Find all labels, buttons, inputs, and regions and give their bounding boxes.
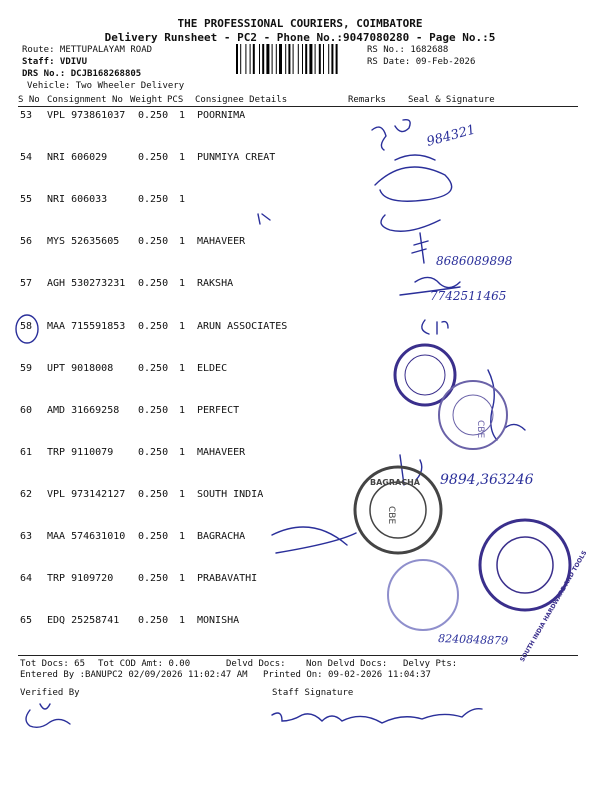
consignee-name: SOUTH INDIA bbox=[197, 488, 264, 500]
consignment-number: NRI 606033 bbox=[47, 194, 108, 206]
pieces-count: 1 bbox=[179, 194, 186, 206]
row-58-circle-mark bbox=[16, 315, 38, 343]
signature-scribble-55 bbox=[258, 214, 440, 231]
serial-number: 60 bbox=[20, 404, 33, 416]
weight-value: 0.250 bbox=[138, 110, 169, 121]
serial-number: 53 bbox=[20, 110, 33, 121]
signature-scribble-58 bbox=[422, 320, 448, 334]
runsheet-subtitle: Delivery Runsheet - PC2 - Phone No.:9047080280 - Page No.:5 bbox=[104, 31, 496, 44]
consignee-name: PERFECT bbox=[197, 404, 240, 416]
consignee-name: MAHAVEER bbox=[197, 236, 246, 248]
route-label: Route: METTUPALAYAM ROAD bbox=[22, 45, 153, 55]
round-stamp-cbe-1 bbox=[439, 381, 507, 449]
col-remarks: Remarks bbox=[348, 95, 386, 105]
consignment-number: AGH 530273231 bbox=[47, 278, 126, 290]
weight-value: 0.250 bbox=[138, 446, 169, 458]
weight-value: 0.250 bbox=[138, 278, 169, 290]
serial-number: 63 bbox=[20, 531, 33, 542]
total-docs: Tot Docs: 65 bbox=[20, 659, 86, 669]
pieces-count: 1 bbox=[179, 531, 186, 542]
weight-value: 0.250 bbox=[138, 488, 169, 500]
weight-value: 0.250 bbox=[138, 362, 169, 374]
col-consignment: Consignment No bbox=[47, 95, 123, 105]
weight-value: 0.250 bbox=[138, 573, 169, 585]
serial-number: 56 bbox=[20, 236, 33, 248]
serial-number: 65 bbox=[20, 615, 33, 627]
pieces-count: 1 bbox=[179, 488, 186, 500]
consignment-number: NRI 606029 bbox=[47, 152, 108, 164]
stamp-bagracha-text: BAGRACHA bbox=[370, 478, 420, 487]
consignee-name: MAHAVEER bbox=[197, 446, 246, 458]
printed-on: Printed On: 09-02-2026 11:04:37 bbox=[263, 670, 431, 680]
serial-number: 62 bbox=[20, 488, 33, 500]
signature-scribble-56 bbox=[412, 233, 428, 263]
consignment-number: MAA 574631010 bbox=[47, 531, 126, 542]
serial-number: 54 bbox=[20, 152, 33, 164]
col-sno: S No bbox=[18, 95, 40, 105]
verified-by-signature bbox=[26, 704, 70, 727]
stamp-south-india-text: SOUTH INDIA HARDWARE AND TOOLS bbox=[518, 549, 589, 664]
vehicle-label: Vehicle: Two Wheeler Delivery bbox=[27, 81, 185, 91]
consignment-number: MAA 715591853 bbox=[47, 320, 126, 332]
consignment-number: VPL 973861037 bbox=[47, 110, 126, 121]
pieces-count: 1 bbox=[179, 152, 186, 164]
consignment-number: VPL 973142127 bbox=[47, 488, 126, 500]
round-stamp-light bbox=[388, 560, 458, 630]
stamp-cbe-2-text: CBE bbox=[386, 506, 396, 525]
pieces-count: 1 bbox=[179, 110, 186, 121]
staff-label: Staff: VDIVU bbox=[22, 57, 88, 67]
weight-value: 0.250 bbox=[138, 615, 169, 627]
handwritten-phone-65: 8240848879 bbox=[437, 632, 509, 648]
consignment-number: TRP 9110079 bbox=[47, 446, 114, 458]
verified-by-label: Verified By bbox=[20, 688, 80, 698]
serial-number: 55 bbox=[20, 194, 33, 206]
weight-value: 0.250 bbox=[138, 404, 169, 416]
serial-number: 64 bbox=[20, 573, 33, 585]
consignee-name: ARUN ASSOCIATES bbox=[197, 320, 288, 332]
pieces-count: 1 bbox=[179, 362, 186, 374]
handwritten-phone-57: 7742511465 bbox=[430, 289, 507, 303]
serial-number: 58 bbox=[20, 320, 33, 332]
delivered-docs: Delvd Docs: bbox=[226, 659, 286, 669]
delivery-points: Delvy Pts: bbox=[403, 659, 458, 669]
col-consignee: Consignee Details bbox=[195, 95, 288, 105]
weight-value: 0.250 bbox=[138, 531, 169, 542]
drs-number: DRS No.: DCJB168268805 bbox=[22, 69, 142, 79]
signature-scribble-54 bbox=[375, 155, 452, 201]
handwritten-phone-61: 9894,363246 bbox=[440, 472, 534, 488]
rs-date: RS Date: 09-Feb-2026 bbox=[367, 57, 476, 67]
signature-scribble-53 bbox=[372, 120, 410, 150]
pieces-count: 1 bbox=[179, 278, 186, 290]
handwritten-phone-53: 984321 bbox=[425, 122, 477, 150]
consignment-number: TRP 9109720 bbox=[47, 573, 114, 585]
stamp-cbe-1-text: CBE bbox=[475, 420, 485, 439]
handwritten-phone-56: 8686089898 bbox=[436, 254, 513, 268]
consignment-number: EDQ 25258741 bbox=[47, 615, 120, 627]
serial-number: 59 bbox=[20, 362, 33, 374]
consignee-name: ELDEC bbox=[197, 362, 228, 374]
company-title: THE PROFESSIONAL COURIERS, COIMBATORE bbox=[177, 17, 423, 30]
pieces-count: 1 bbox=[179, 446, 186, 458]
staff-signature bbox=[272, 709, 482, 723]
rs-number: RS No.: 1682688 bbox=[367, 45, 449, 55]
weight-value: 0.250 bbox=[138, 194, 169, 206]
pieces-count: 1 bbox=[179, 615, 186, 627]
consignee-name: MONISHA bbox=[197, 615, 240, 627]
pieces-count: 1 bbox=[179, 320, 186, 332]
pieces-count: 1 bbox=[179, 573, 186, 585]
weight-value: 0.250 bbox=[138, 320, 169, 332]
consignment-number: MYS 52635605 bbox=[47, 236, 120, 248]
col-weight: Weight bbox=[130, 95, 163, 105]
serial-number: 57 bbox=[20, 278, 33, 290]
total-cod-amount: Tot COD Amt: 0.00 bbox=[98, 659, 191, 669]
consignee-name: RAKSHA bbox=[197, 278, 234, 290]
consignee-name: PRABAVATHI bbox=[197, 573, 258, 585]
col-seal-signature: Seal & Signature bbox=[408, 95, 495, 105]
serial-number: 61 bbox=[20, 446, 33, 458]
consignee-name: POORNIMA bbox=[197, 110, 246, 121]
consignee-name: PUNMIYA CREAT bbox=[197, 152, 276, 164]
entered-by: Entered By :BANUPC2 02/09/2026 11:02:47 AM bbox=[20, 670, 248, 680]
staff-signature-label: Staff Signature bbox=[272, 688, 354, 698]
pieces-count: 1 bbox=[179, 236, 186, 248]
weight-value: 0.250 bbox=[138, 152, 169, 164]
consignee-name: BAGRACHA bbox=[197, 531, 246, 542]
pieces-count: 1 bbox=[179, 404, 186, 416]
consignment-number: UPT 9018008 bbox=[47, 362, 114, 374]
weight-value: 0.250 bbox=[138, 236, 169, 248]
non-delivered-docs: Non Delvd Docs: bbox=[306, 659, 388, 669]
consignment-number: AMD 31669258 bbox=[47, 404, 120, 416]
col-pcs: PCS bbox=[167, 95, 184, 105]
